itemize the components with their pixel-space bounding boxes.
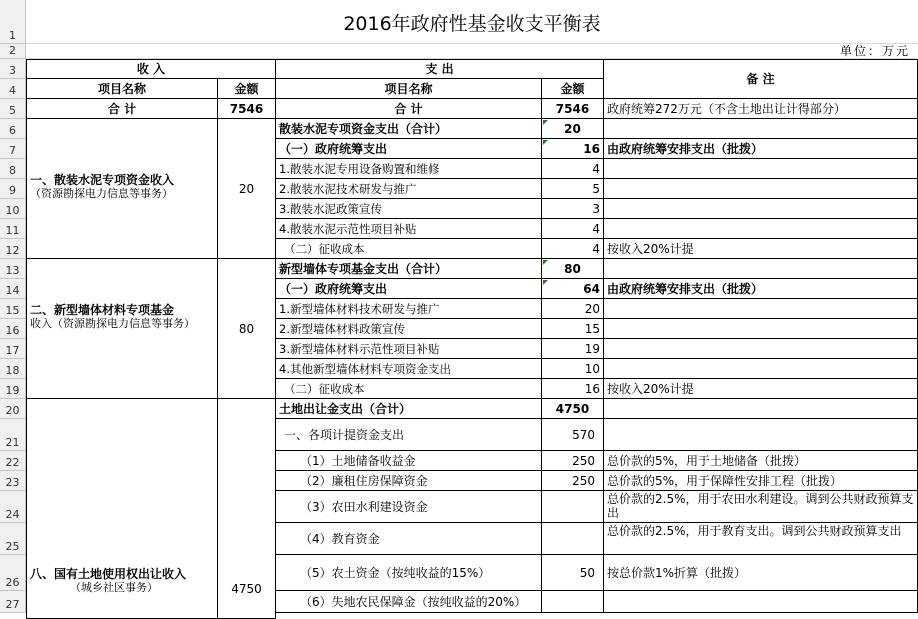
row-number[interactable]: 9 (0, 179, 26, 199)
expense-remark[interactable]: 总价款的5%，用于土地储备（批拨） (604, 451, 918, 471)
row-number[interactable]: 14 (0, 279, 26, 299)
income-item-name-header[interactable]: 项目名称 (26, 79, 218, 99)
expense-amount[interactable]: 20 (542, 299, 604, 319)
row-number[interactable]: 13 (0, 259, 26, 279)
comment-indicator-icon (543, 120, 548, 125)
expense-amount[interactable] (542, 523, 604, 555)
income-title: 一、散装水泥专项资金收入 (30, 173, 175, 187)
remarks-header[interactable]: 备 注 (604, 59, 918, 99)
sheet-title: 2016年政府性基金收支平衡表 (343, 12, 601, 35)
row-number[interactable]: 15 (0, 299, 26, 319)
row-number[interactable]: 21 (0, 419, 26, 451)
comment-indicator-icon (543, 140, 548, 145)
row-number[interactable]: 5 (0, 99, 26, 119)
expense-remark[interactable]: 总价款的2.5%，用于农田水利建设。调到公共财政预算支出 (604, 491, 918, 523)
expense-amount[interactable]: 19 (542, 339, 604, 359)
expense-remark[interactable] (604, 119, 918, 139)
income-note: （资源勘探电力信息等事务） (30, 187, 173, 200)
expense-remark[interactable] (604, 419, 918, 451)
row-number[interactable]: 25 (0, 523, 26, 555)
row-number[interactable]: 24 (0, 491, 26, 523)
income-cell-cement[interactable] (26, 119, 218, 259)
expense-amount[interactable]: 16 (542, 139, 604, 159)
gridline (26, 43, 918, 44)
expense-item-name-header[interactable]: 项目名称 (276, 79, 542, 99)
expense-remark[interactable]: 总价款的5%，用于保障性安排工程（批拨） (604, 471, 918, 491)
row-number[interactable]: 27 (0, 591, 26, 613)
expense-item-name[interactable]: 土地出让金支出（合计） (276, 399, 542, 419)
expense-remark[interactable] (604, 259, 918, 279)
row-number[interactable]: 17 (0, 339, 26, 359)
expense-amount[interactable]: 10 (542, 359, 604, 379)
expense-amount[interactable]: 15 (542, 319, 604, 339)
expense-item-name[interactable]: 3.散装水泥政策宣传 (276, 199, 542, 219)
income-note: （城乡社区事务） (70, 581, 158, 594)
expense-remark[interactable]: 按收入20%计提 (604, 239, 918, 259)
expense-item-name[interactable]: 散装水泥专项资金支出（合计） (276, 119, 542, 139)
income-total-label[interactable]: 合 计 (26, 99, 218, 119)
expense-amount[interactable]: 20 (542, 119, 604, 139)
expense-amount[interactable]: 250 (542, 471, 604, 491)
expense-remark[interactable] (604, 359, 918, 379)
expense-item-name[interactable]: （3）农田水利建设资金 (276, 491, 542, 523)
expense-item-name[interactable]: （6）失地农民保障金（按纯收益的20%） (276, 591, 542, 613)
expense-item-name[interactable]: （二）征收成本 (276, 239, 542, 259)
row-number[interactable]: 2 (0, 44, 26, 59)
expense-item-name[interactable]: （5）农土资金（按纯收益的15%） (276, 555, 542, 591)
gridline (26, 58, 918, 59)
expense-item-name[interactable]: 4.其他新型墙体材料专项资金支出 (276, 359, 542, 379)
income-amount-header[interactable]: 金额 (218, 79, 276, 99)
row-number[interactable]: 10 (0, 199, 26, 219)
income-amount[interactable]: 4750 (218, 399, 276, 619)
total-remark[interactable]: 政府统筹272万元（不含土地出让计得部分） (604, 99, 918, 119)
expense-item-name[interactable]: 1.新型墙体材料技术研发与推广 (276, 299, 542, 319)
income-header[interactable]: 收 入 (26, 59, 276, 79)
expense-item-name[interactable]: （1）土地储备收益金 (276, 451, 542, 471)
comment-indicator-icon (543, 260, 548, 265)
expense-amount[interactable]: 570 (542, 419, 604, 451)
expense-item-name[interactable]: （2）廉租住房保障资金 (276, 471, 542, 491)
expense-remark[interactable]: 按收入20%计提 (604, 379, 918, 399)
expense-remark[interactable] (604, 399, 918, 419)
row-number[interactable]: 1 (0, 0, 26, 44)
expense-amount[interactable]: 3 (542, 199, 604, 219)
row-number[interactable]: 4 (0, 79, 26, 99)
row-number[interactable]: 6 (0, 119, 26, 139)
expense-remark[interactable] (604, 199, 918, 219)
expense-amount[interactable]: 4 (542, 159, 604, 179)
expense-remark[interactable] (604, 299, 918, 319)
expense-amount[interactable]: 80 (542, 259, 604, 279)
expense-remark[interactable] (604, 179, 918, 199)
expense-item-name[interactable]: 一、各项计提资金支出 (276, 419, 542, 451)
expense-remark[interactable]: 由政府统筹安排支出（批拨） (604, 279, 918, 299)
row-number[interactable]: 3 (0, 59, 26, 79)
expense-item-name[interactable]: （一）政府统筹支出 (276, 139, 542, 159)
expense-amount[interactable]: 4 (542, 239, 604, 259)
income-amount[interactable]: 20 (218, 119, 276, 259)
comment-indicator-icon (543, 280, 548, 285)
expense-item-name[interactable]: 3.新型墙体材料示范性项目补贴 (276, 339, 542, 359)
expense-amount[interactable]: 16 (542, 379, 604, 399)
income-cell-wall[interactable] (26, 259, 218, 399)
expense-total-label[interactable]: 合 计 (276, 99, 542, 119)
expense-amount[interactable]: 50 (542, 555, 604, 591)
expense-item-name[interactable]: （一）政府统筹支出 (276, 279, 542, 299)
expense-remark[interactable]: 按总价款1%折算（批拨） (604, 555, 918, 591)
expense-item-name[interactable]: （4）教育资金 (276, 523, 542, 555)
expense-item-name[interactable]: （二）征收成本 (276, 379, 542, 399)
expense-header[interactable]: 支 出 (276, 59, 604, 79)
expense-item-name[interactable]: 2.新型墙体材料政策宣传 (276, 319, 542, 339)
expense-remark[interactable] (604, 339, 918, 359)
row-number[interactable]: 26 (0, 555, 26, 591)
expense-item-name[interactable]: 新型墙体专项基金支出（合计） (276, 259, 542, 279)
expense-amount[interactable]: 4 (542, 219, 604, 239)
expense-total-amount[interactable]: 7546 (542, 99, 604, 119)
expense-item-name[interactable]: 4.散装水泥示范性项目补贴 (276, 219, 542, 239)
row-number[interactable]: 23 (0, 471, 26, 491)
expense-item-name[interactable]: 2.散装水泥技术研发与推广 (276, 179, 542, 199)
expense-remark[interactable] (604, 319, 918, 339)
expense-remark[interactable] (604, 219, 918, 239)
expense-remark[interactable]: 由政府统筹安排支出（批拨） (604, 139, 918, 159)
income-amount[interactable]: 80 (218, 259, 276, 399)
income-title: 二、新型墙体材料专项基金 (30, 303, 175, 317)
row-number[interactable]: 19 (0, 379, 26, 399)
expense-remark[interactable]: 总价款的2.5%，用于教育支出。调到公共财政预算支出 (604, 523, 918, 555)
expense-amount-header[interactable]: 金额 (542, 79, 604, 99)
income-cell-land[interactable] (26, 399, 218, 619)
expense-item-name[interactable]: 1.散装水泥专用设备购置和维修 (276, 159, 542, 179)
expense-remark[interactable] (604, 159, 918, 179)
unit-label: 单位：万元 (839, 44, 910, 58)
row-number[interactable]: 16 (0, 319, 26, 339)
row-number[interactable]: 22 (0, 451, 26, 471)
row-number[interactable]: 18 (0, 359, 26, 379)
expense-amount[interactable]: 250 (542, 451, 604, 471)
expense-amount[interactable]: 5 (542, 179, 604, 199)
expense-amount[interactable] (542, 491, 604, 523)
income-note: 收入（资源勘探电力信息等事务） (30, 317, 195, 330)
row-number[interactable]: 12 (0, 239, 26, 259)
expense-amount[interactable]: 4750 (542, 399, 604, 419)
row-number[interactable]: 8 (0, 159, 26, 179)
expense-amount[interactable]: 64 (542, 279, 604, 299)
income-title: 八、国有土地使用权出让收入 (30, 567, 187, 581)
row-number[interactable]: 11 (0, 219, 26, 239)
row-number[interactable]: 7 (0, 139, 26, 159)
row-number[interactable]: 20 (0, 399, 26, 419)
income-total-amount[interactable]: 7546 (218, 99, 276, 119)
